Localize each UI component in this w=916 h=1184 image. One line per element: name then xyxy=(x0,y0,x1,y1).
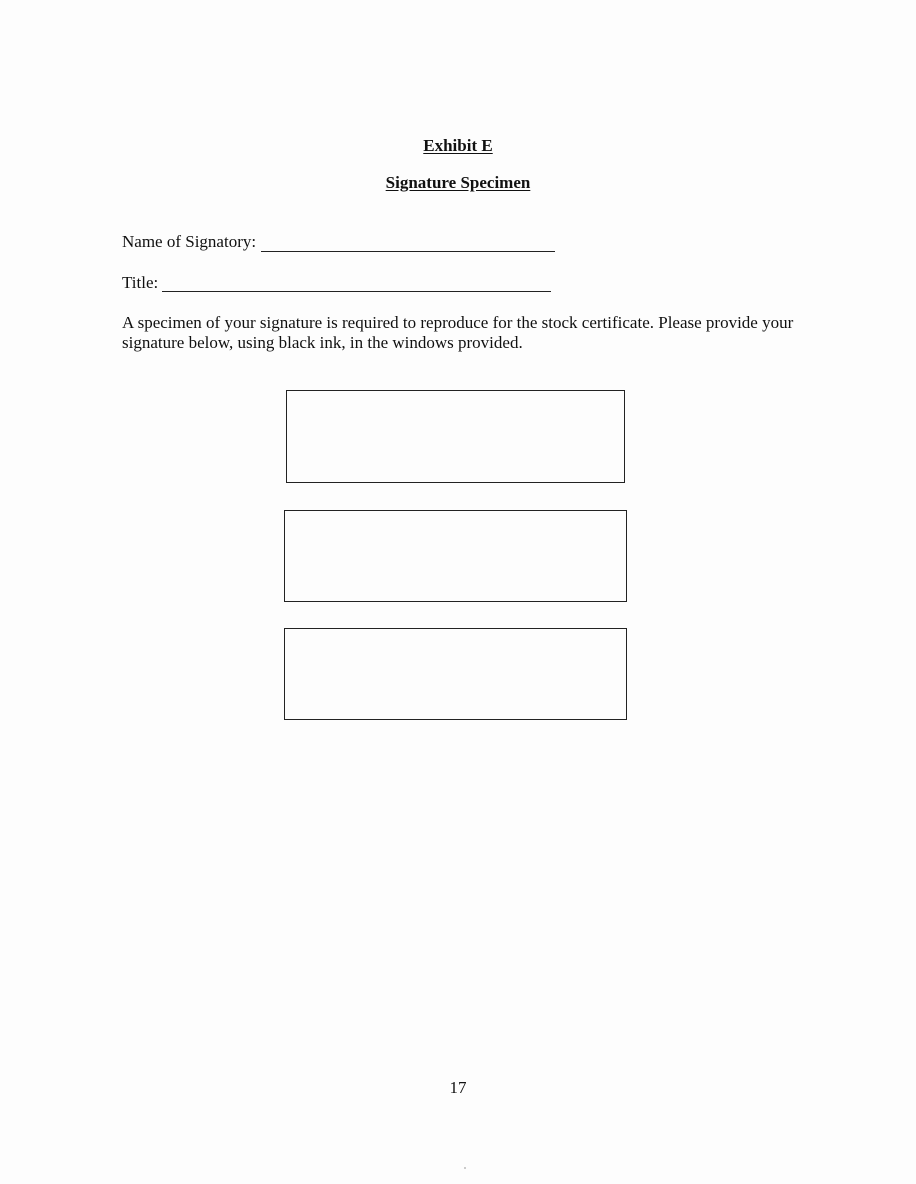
name-of-signatory-label: Name of Signatory: xyxy=(122,232,257,251)
name-of-signatory-field[interactable] xyxy=(261,251,555,252)
exhibit-subtitle: Signature Specimen xyxy=(385,173,531,192)
scan-speck xyxy=(464,1167,466,1169)
signature-box-3[interactable] xyxy=(284,628,627,720)
page-number: 17 xyxy=(449,1078,467,1097)
signature-box-2[interactable] xyxy=(284,510,627,602)
instructions-paragraph: A specimen of your signature is required to reproduce for the stock certificate. Please provide your signature below, using black ink, in the windows provided. xyxy=(122,313,794,352)
title-field[interactable] xyxy=(162,291,551,292)
exhibit-title: Exhibit E xyxy=(423,136,493,155)
title-label: Title: xyxy=(122,273,159,292)
signature-box-1[interactable] xyxy=(286,390,625,483)
